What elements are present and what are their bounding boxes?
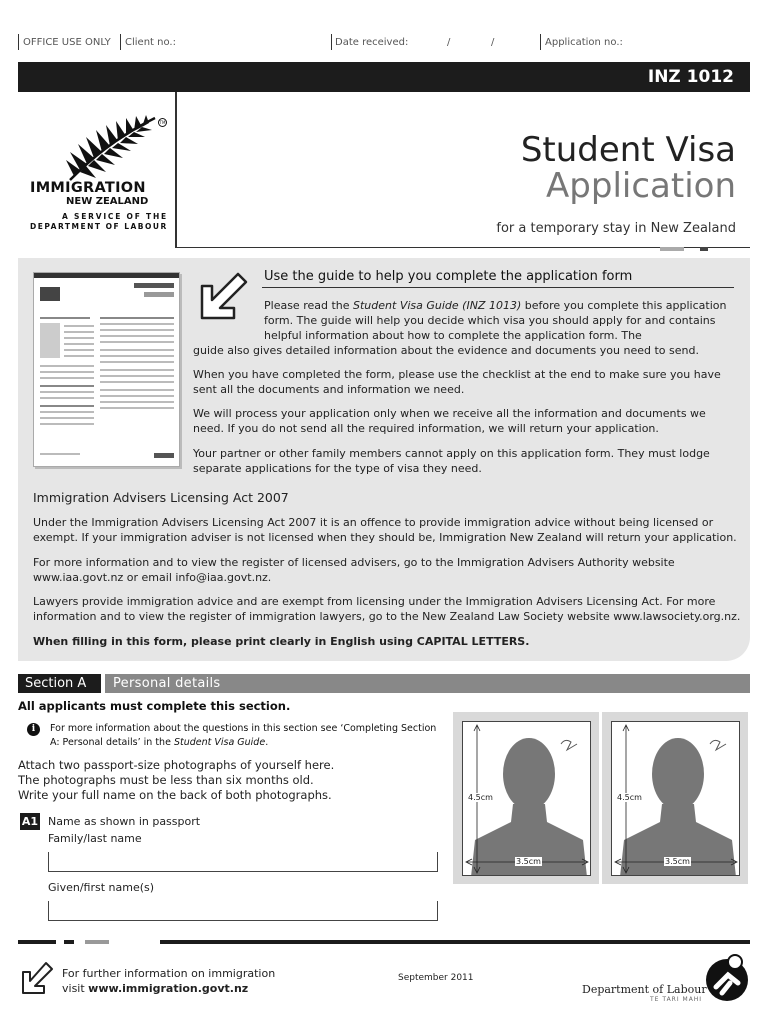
logo-text-service: A SERVICE OF THE [62, 212, 168, 221]
photo-height-label: 4.5cm [468, 793, 493, 802]
guide-paragraph-4: Your partner or other family members cannot apply on this application form. They must lodge separate applications for the type of visa they need. [193, 447, 710, 475]
capital-letters-instruction: When filling in this form, please print clearly in English using CAPITAL LETTERS. [33, 635, 530, 648]
department-maori-name: TE TARI MAHI [650, 996, 703, 1003]
arrow-down-left-icon [20, 960, 56, 996]
silver-fern-icon [60, 110, 170, 182]
guide-thumbnail [33, 272, 180, 467]
section-instruction: All applicants must complete this section. [18, 699, 291, 713]
department-name: Department of Labour [582, 983, 707, 996]
photo-placeholder-1[interactable] [462, 721, 591, 876]
guide-paragraph-1-continued: guide also gives detailed information about the evidence and documents you need to send. [193, 344, 699, 357]
office-use-label: OFFICE USE ONLY [23, 37, 111, 48]
iaa-paragraph-2: For more information and to view the register of licensed advisers, go to the Immigration Advisers Authority website www.iaa.govt.nz or email info@iaa.govt.nz. [33, 556, 675, 584]
client-no-label: Client no.: [125, 37, 176, 48]
photo-height-label: 4.5cm [617, 793, 642, 802]
page-title-secondary: Application [546, 166, 736, 206]
footer-info: For further information on immigration visit www.immigration.govt.nz [62, 967, 276, 995]
family-name-label: Family/last name [48, 832, 142, 845]
iaa-paragraph-1: Under the Immigration Advisers Licensing Act 2007 it is an offence to provide immigration advice without being licensed or exempt. If your immigration adviser is not licensed when they should be, Immigration New Zealand will return your application. [33, 516, 737, 544]
office-use-strip [18, 34, 750, 50]
info-icon: i [27, 723, 40, 736]
page-title: Student Visa [520, 130, 736, 170]
photo-instructions: Attach two passport-size photographs of yourself here. The photographs must be less than six months old. Write your full name on the back of both photographs. [18, 758, 335, 802]
date-received-label: Date received: [335, 37, 409, 48]
iaa-paragraph-3: Lawyers provide immigration advice and are exempt from licensing under the Immigration Advisers Licensing Act. For more information and to view the register of immigration lawyers, go to the New Zealand Law Society website www.lawsociety.org.nz. [33, 595, 741, 623]
footer-url-link[interactable]: www.immigration.govt.nz [88, 982, 249, 995]
footer-rule [18, 940, 56, 944]
form-date: September 2011 [398, 973, 474, 983]
guide-paragraph-2: When you have completed the form, please use the checklist at the end to make sure you have sent all the documents and information we need. [193, 368, 721, 396]
photo-placeholder-2[interactable] [611, 721, 740, 876]
form-code: INZ 1012 [647, 67, 734, 87]
photo-width-label: 3.5cm [516, 857, 541, 866]
section-a-title: Personal details [105, 674, 750, 693]
iaa-heading: Immigration Advisers Licensing Act 2007 [33, 490, 289, 505]
footer-rule [160, 940, 750, 944]
logo-text-immigration: IMMIGRATION [30, 180, 146, 196]
info-note: For more information about the questions in this section see ‘Completing Section A: Personal details’ in the Student Visa Guide. [50, 723, 437, 748]
header-divider [175, 92, 177, 248]
guide-heading: Use the guide to help you complete the application form [264, 269, 633, 284]
logo-text-department: DEPARTMENT OF LABOUR [30, 222, 168, 231]
decorative-dash [660, 247, 684, 251]
form-header-bar [18, 62, 750, 92]
date-separator: / [447, 37, 451, 48]
section-a-label: Section A [18, 674, 101, 693]
trademark-mark: TM [159, 120, 166, 125]
guide-title-italic: Student Visa Guide (INZ 1013) [353, 299, 522, 312]
footer-rule [85, 940, 109, 944]
given-name-label: Given/first name(s) [48, 881, 155, 894]
guide-paragraph-1: Please read the Student Visa Guide (INZ 1013) before you complete this application form. The guide will help you decide which visa you should apply for and contains helpful information about how to complete the application form. The [264, 299, 727, 342]
guide-heading-rule [262, 287, 734, 288]
date-separator: / [491, 37, 495, 48]
given-name-field[interactable] [48, 901, 438, 921]
guide-paragraph-3: We will process your application only when we receive all the information and documents we need. If you do not send all the required information, we will return your application. [193, 407, 706, 435]
decorative-dash [700, 247, 708, 251]
arrow-down-left-icon [196, 270, 252, 326]
family-name-field[interactable] [48, 852, 438, 872]
question-number-badge: A1 [21, 815, 39, 828]
footer-rule [64, 940, 74, 944]
department-of-labour-logo-icon [704, 953, 750, 1003]
photo-width-label: 3.5cm [665, 857, 690, 866]
logo-text-new-zealand: NEW ZEALAND [66, 196, 149, 207]
page-subtitle: for a temporary stay in New Zealand [496, 221, 736, 236]
question-label: Name as shown in passport [48, 815, 201, 828]
application-no-label: Application no.: [545, 37, 623, 48]
